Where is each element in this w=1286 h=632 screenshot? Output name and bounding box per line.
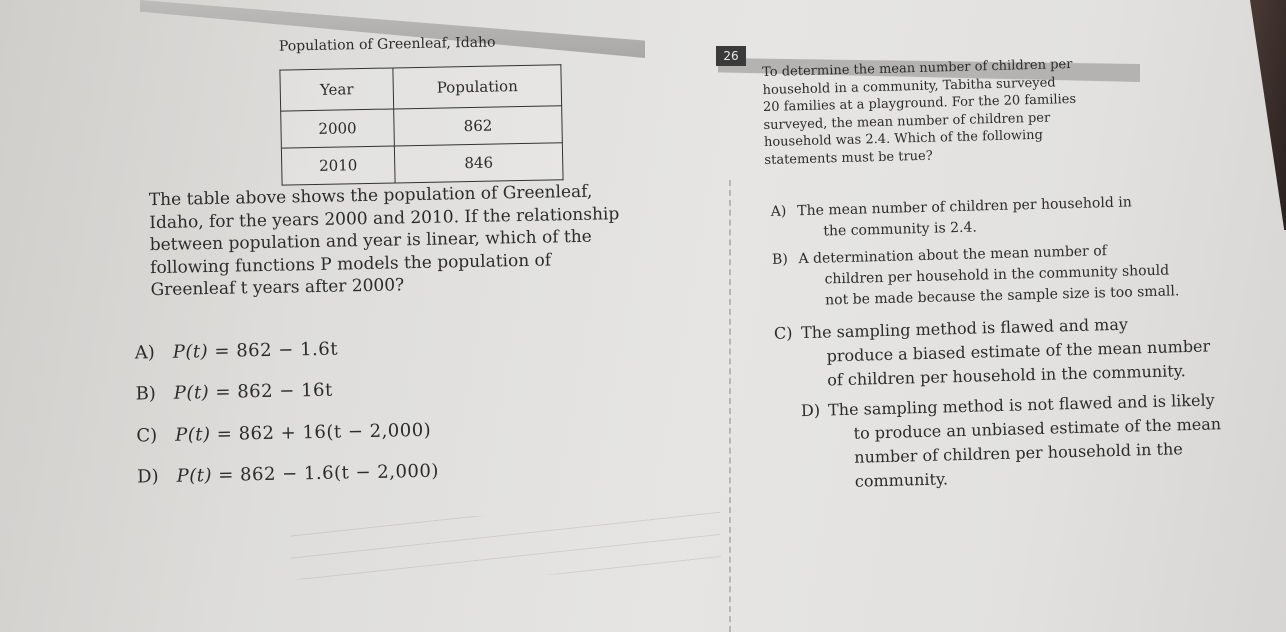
prompt-line: surveyed, the mean number of children per [763,110,1051,133]
choice-formula: = 862 − 1.6(t − 2,000) [218,460,440,486]
option-letter: D) [800,400,821,421]
choice-letter: A) [134,342,156,364]
option-line: children per household in the community should [824,262,1170,288]
answer-option-a[interactable] [771,190,1232,244]
answer-option-c[interactable] [774,310,1236,394]
option-line: A determination about the mean number of [798,243,1108,268]
choice-formula: = 862 − 16t [215,379,333,403]
choice-function: P(t) [172,341,209,363]
question-number-badge: 26 [716,46,746,66]
option-line: produce a biased estimate of the mean number [826,336,1211,366]
option-line: The mean number of children per household in [797,194,1132,220]
table-cell-population: 846 [394,143,563,183]
prompt-line: following functions P models the population of [149,249,552,278]
option-line: of children per household in the community. [826,361,1186,390]
choice-function: P(t) [173,382,210,404]
prompt-line: statements must be true? [764,148,933,168]
choice-function: P(t) [174,424,211,446]
option-line: number of children per household in the [854,439,1183,467]
choice-letter: B) [135,383,157,405]
prompt-line: between population and year is linear, which of the [149,226,592,256]
option-line: community. [854,469,949,491]
answer-option-d[interactable] [801,387,1263,495]
option-line: The sampling method is flawed and may [800,314,1129,343]
choice-formula: = 862 − 1.6t [214,338,339,362]
choice-letter: D) [136,466,159,488]
prompt-line: 20 families at a playground. For the 20 families [762,91,1077,116]
answer-option-b[interactable] [772,238,1233,313]
table-header-population: Population [393,65,562,109]
choice-letter: C) [136,425,158,447]
right-question-prompt [762,55,1115,169]
option-letter: B) [771,251,789,268]
choice-formula: = 862 + 16(t − 2,000) [216,419,432,445]
prompt-line: To determine the mean number of children per [761,56,1073,81]
option-line: not be made because the sample size is too small. [824,283,1180,309]
prompt-line: Idaho, for the years 2000 and 2010. If the relationship [149,203,620,233]
choice-function: P(t) [176,465,213,487]
option-line: to produce an unbiased estimate of the mean [853,414,1222,443]
table-cell-year: 2000 [281,109,395,148]
option-line: the community is 2.4. [823,219,978,240]
table-cell-population: 862 [394,106,563,146]
prompt-line: household in a community, Tabitha surveyed [762,74,1056,98]
prompt-line: The table above shows the population of Greenleaf, [148,181,593,211]
prompt-line: household was 2.4. Which of the following [763,127,1044,151]
table-header-year: Year [280,68,394,111]
table-caption: Population of Greenleaf, Idaho [278,34,496,55]
prompt-line: Greenleaf t years after 2000? [150,275,405,301]
option-letter: C) [773,323,793,343]
option-letter: A) [770,203,787,220]
table-cell-year: 2010 [281,146,395,185]
option-line: The sampling method is not flawed and is likely [827,390,1215,420]
